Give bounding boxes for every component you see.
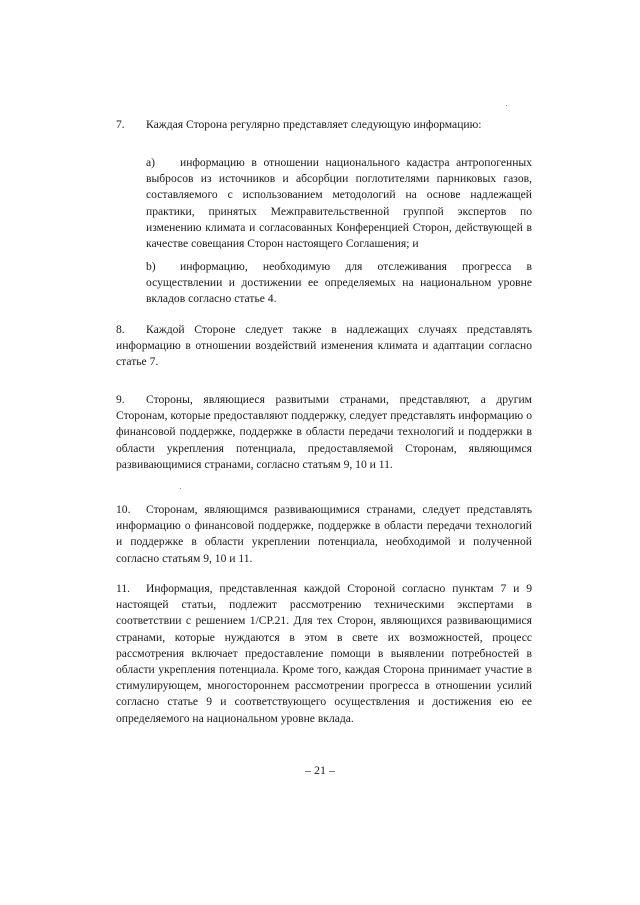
paragraph-text: Сторонам, являющимся развивающимися странами, следует представлять информацию о финансовой поддержке, поддержке в области передачи технологий и поддержке в области укреплении потенциала, необходимой и полученной согласно статьям 9, 10 и 11. bbox=[116, 503, 532, 565]
paragraph-number: 10. bbox=[116, 503, 131, 516]
page-number: – 21 – bbox=[305, 763, 335, 777]
paragraph-7 bbox=[116, 117, 532, 133]
subparagraph-letter: a) bbox=[146, 156, 156, 169]
paragraph-text: Информация, представленная каждой Стороной согласно пунктам 7 и 9 настоящей статьи, подлежит рассмотрению техническими экспертами в соответствии с решением 1/CP.21. Для тех Сторон, являющихся развивающимися странами, которые нуждаются в этом в свете их возможностей, процесс рассмотрения включает предоставление помощи в выявлении потребностей в области укрепления потенциала. Кроме того, каждая Сторона принимает участие в стимулирующем, многостороннем рассмотрении прогресса в отношении усилий согласно статье 9 и соответствующего осуществления и достижения ею ее определяемого на национальном уровне вклада. bbox=[116, 582, 532, 725]
paragraph-9 bbox=[116, 392, 532, 473]
paragraph-number: 11. bbox=[116, 582, 131, 595]
paragraph-10 bbox=[116, 502, 532, 567]
paragraph-text: Каждая Сторона регулярно представляет следующую информацию: bbox=[146, 118, 482, 131]
paragraph-number: 9. bbox=[116, 393, 125, 406]
paragraph-number: 7. bbox=[116, 118, 125, 131]
subparagraph-text: информацию, необходимую для отслеживания прогресса в осуществлении и достижении ее определяемых на национальном уровне вкладов согласно статье 4. bbox=[146, 260, 532, 306]
subparagraph-letter: b) bbox=[146, 260, 156, 273]
paragraph-text: Стороны, являющиеся развитыми странами, представляют, а другим Сторонам, которые предоставляют поддержку, следует представлять информацию о финансовой поддержке, поддержке в области передачи технологий и поддержки в области укрепления потенциала, предоставляемой Сторонам, являющимся развивающимися странами, согласно статьям 9, 10 и 11. bbox=[116, 393, 532, 471]
scan-speck bbox=[180, 488, 181, 489]
paragraph-number: 8. bbox=[116, 323, 125, 336]
subparagraph-text: информацию в отношении национального кадастра антропогенных выбросов из источников и абсорбции поглотителями парниковых газов, составляемого с использованием методологий на основе надлежащей практики, принятых Межправительственной группой экспертов по изменению климата и согласованных Конференцией Сторон, действующей в качестве совещания Сторон настоящего Соглашения; и bbox=[146, 156, 532, 251]
scan-speck bbox=[506, 105, 507, 106]
paragraph-8 bbox=[116, 322, 532, 371]
paragraph-11 bbox=[116, 581, 532, 727]
subparagraph-7a bbox=[146, 155, 532, 252]
paragraph-text: Каждой Стороне следует также в надлежащих случаях представлять информацию в отношении воздействий изменения климата и адаптации согласно статье 7. bbox=[116, 323, 532, 369]
subparagraph-7b bbox=[146, 259, 532, 308]
